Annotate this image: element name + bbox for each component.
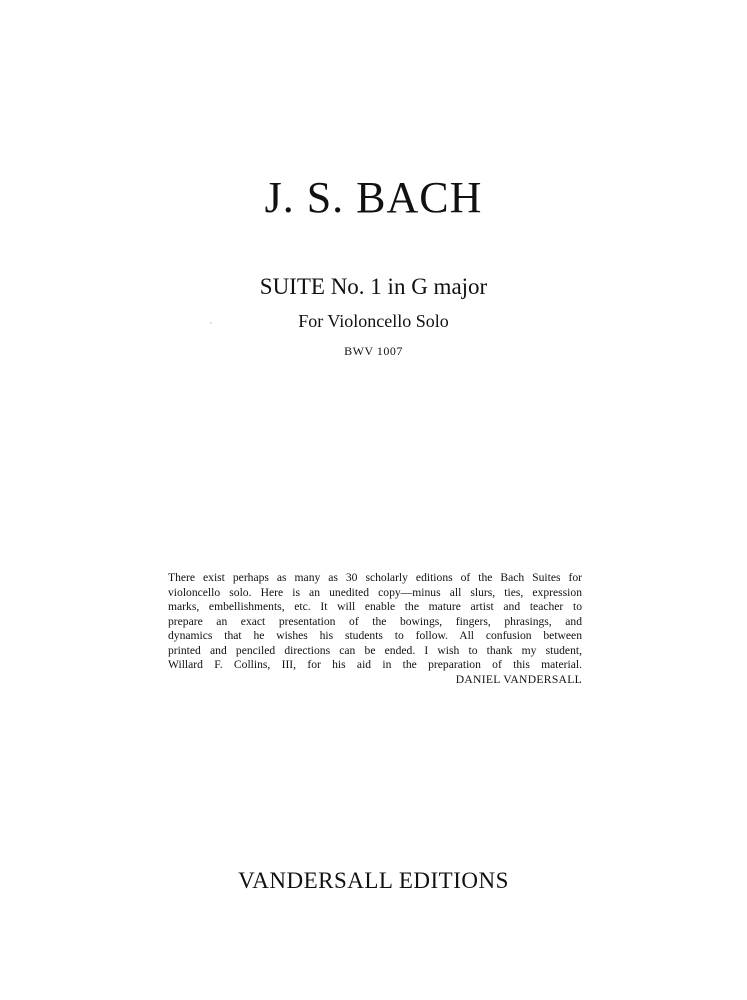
catalog-number: BWV 1007 xyxy=(344,344,403,358)
work-title: SUITE No. 1 in G major xyxy=(259,274,488,299)
preface-line: dynamics that he wishes his students to follow. All confusion between xyxy=(168,629,582,642)
preface-line: marks, embellishments, etc. It will enable the mature artist and teacher to xyxy=(168,600,582,613)
preface-line: prepare an exact presentation of the bowings, fingers, phrasings, and xyxy=(168,614,582,628)
preface-line: printed and penciled directions can be ended. I wish to thank my student, xyxy=(168,643,582,657)
instrumentation: For Violoncello Solo xyxy=(298,311,449,331)
paper-speck xyxy=(210,322,212,324)
preface-signature: DANIEL VANDERSALL xyxy=(455,672,582,686)
publisher-name: VANDERSALL EDITIONS xyxy=(238,868,509,893)
preface-paragraph xyxy=(168,571,582,687)
preface-line: There exist perhaps as many as 30 scholarly editions of the Bach Suites for xyxy=(168,571,582,584)
preface-line: Willard F. Collins, III, for his aid in the preparation of this material. xyxy=(168,658,582,671)
preface-line: violoncello solo. Here is an unedited copy—minus all slurs, ties, expression xyxy=(168,585,582,599)
composer-name: J. S. BACH xyxy=(264,173,483,222)
